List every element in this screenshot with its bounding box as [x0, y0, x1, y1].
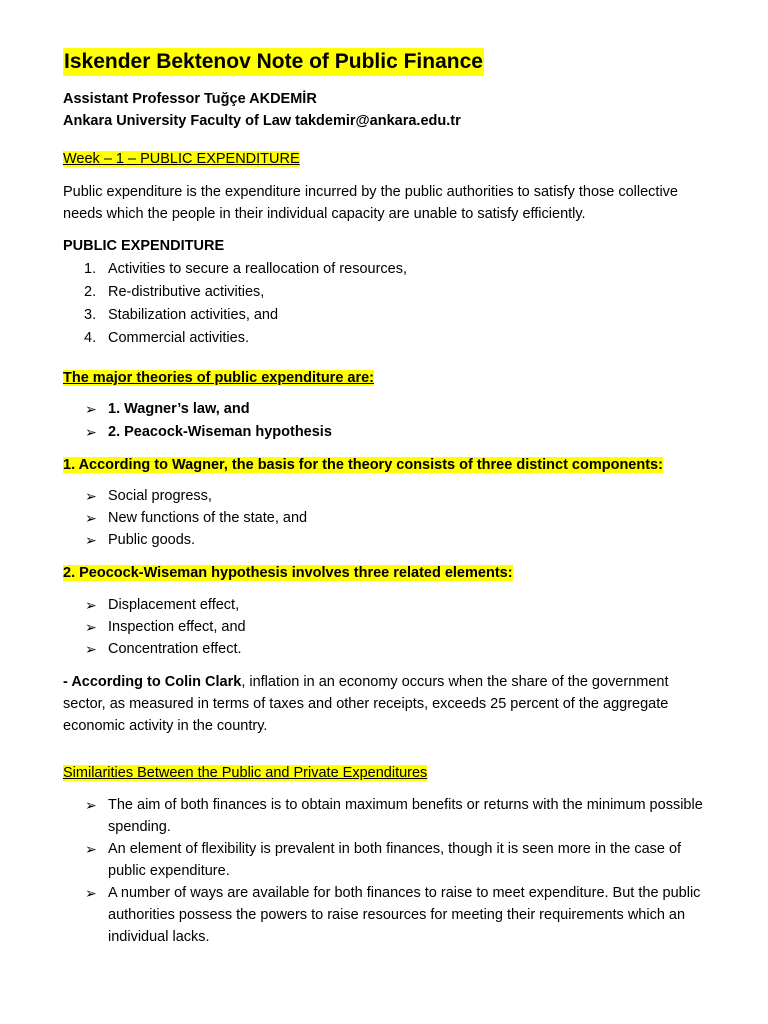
list-item	[63, 258, 407, 281]
author-affiliation: Ankara University Faculty of Law takdemir@ankara.edu.tr	[63, 113, 461, 129]
week-heading	[63, 148, 300, 170]
wagner-heading-text: 1. According to Wagner, the basis for the theory consists of three distinct components:	[63, 457, 663, 473]
colin-clark-text: , inflation in an economy occurs when the share of the government sector, as measured in terms of taxes and other receipts, exceeds 25 percent of the aggregate economic activity in the country.	[63, 674, 669, 734]
intro-paragraph: Public expenditure is the expenditure incurred by the public authorities to satisfy those collective needs which the people in their individual capacity are unable to satisfy efficiently.	[63, 184, 678, 222]
list-item	[63, 398, 703, 421]
similarities-heading-text: Similarities Between the Public and Private Expenditures	[63, 765, 428, 781]
list-item	[63, 616, 703, 638]
author-block	[63, 88, 461, 132]
list-item-text: Social progress,	[108, 488, 212, 504]
arrowhead-bullet-icon: ➢	[85, 885, 97, 901]
author-name: Assistant Professor Tuğçe AKDEMİR	[63, 91, 317, 107]
list-item-text: Stabilization activities, and	[108, 307, 279, 323]
wagner-heading	[63, 454, 663, 476]
list-item	[63, 304, 407, 327]
list-item	[63, 529, 703, 551]
arrowhead-bullet-icon: ➢	[85, 619, 97, 635]
list-item-text: 2. Peacock-Wiseman hypothesis	[108, 424, 332, 440]
list-number: 3.	[84, 307, 97, 323]
list-item	[63, 281, 407, 304]
list-item	[63, 507, 703, 529]
week-heading-text: Week – 1 – PUBLIC EXPENDITURE	[63, 151, 300, 167]
list-item-text: Commercial activities.	[108, 330, 249, 346]
arrowhead-bullet-icon: ➢	[85, 597, 97, 613]
similarities-list	[63, 794, 703, 948]
list-item	[63, 882, 703, 948]
list-item-text: Inspection effect, and	[108, 619, 246, 635]
list-number: 4.	[84, 330, 97, 346]
list-item-text: Displacement effect,	[108, 597, 240, 613]
list-number: 2.	[84, 284, 97, 300]
list-item-text: Activities to secure a reallocation of resources,	[108, 261, 407, 277]
peacock-heading	[63, 562, 513, 584]
arrowhead-bullet-icon: ➢	[85, 532, 97, 548]
colin-clark-paragraph	[63, 671, 703, 737]
peacock-heading-text: 2. Peocock-Wiseman hypothesis involves three related elements:	[63, 565, 513, 581]
arrowhead-bullet-icon: ➢	[85, 488, 97, 504]
list-item	[63, 838, 703, 882]
arrowhead-bullet-icon: ➢	[85, 841, 97, 857]
public-expenditure-list	[63, 258, 407, 350]
arrowhead-bullet-icon: ➢	[85, 641, 97, 657]
theories-list	[63, 398, 703, 444]
list-item-text: A number of ways are available for both finances to raise to meet expenditure. But the public authorities possess the powers to raise resources for meeting their requirements which an individual lacks.	[108, 885, 701, 945]
list-item	[63, 485, 703, 507]
list-item-text: New functions of the state, and	[108, 510, 308, 526]
similarities-heading	[63, 762, 427, 784]
arrowhead-bullet-icon: ➢	[85, 510, 97, 526]
list-item-text: Re-distributive activities,	[108, 284, 265, 300]
arrowhead-bullet-icon: ➢	[85, 424, 97, 440]
theories-heading	[63, 367, 374, 389]
list-item-text: Public goods.	[108, 532, 196, 548]
list-item-text: The aim of both finances is to obtain maximum benefits or returns with the minimum possible spending.	[108, 797, 703, 835]
arrowhead-bullet-icon: ➢	[85, 797, 97, 813]
list-item	[63, 794, 703, 838]
peacock-list	[63, 594, 703, 660]
list-item-text: 1. Wagner’s law, and	[108, 401, 250, 417]
wagner-list	[63, 485, 703, 551]
list-item	[63, 327, 407, 350]
public-expenditure-heading: PUBLIC EXPENDITURE	[63, 238, 225, 254]
list-number: 1.	[84, 261, 97, 277]
arrowhead-bullet-icon: ➢	[85, 401, 97, 417]
list-item	[63, 638, 703, 660]
list-item	[63, 594, 703, 616]
list-item-text: Concentration effect.	[108, 641, 242, 657]
theories-heading-text: The major theories of public expenditure are:	[63, 370, 375, 386]
list-item-text: An element of flexibility is prevalent in both finances, though it is seen more in the case of public expenditure.	[108, 841, 682, 879]
document-title: Iskender Bektenov Note of Public Finance	[63, 48, 484, 76]
colin-clark-lead: - According to Colin Clark	[63, 674, 242, 690]
list-item	[63, 421, 703, 444]
